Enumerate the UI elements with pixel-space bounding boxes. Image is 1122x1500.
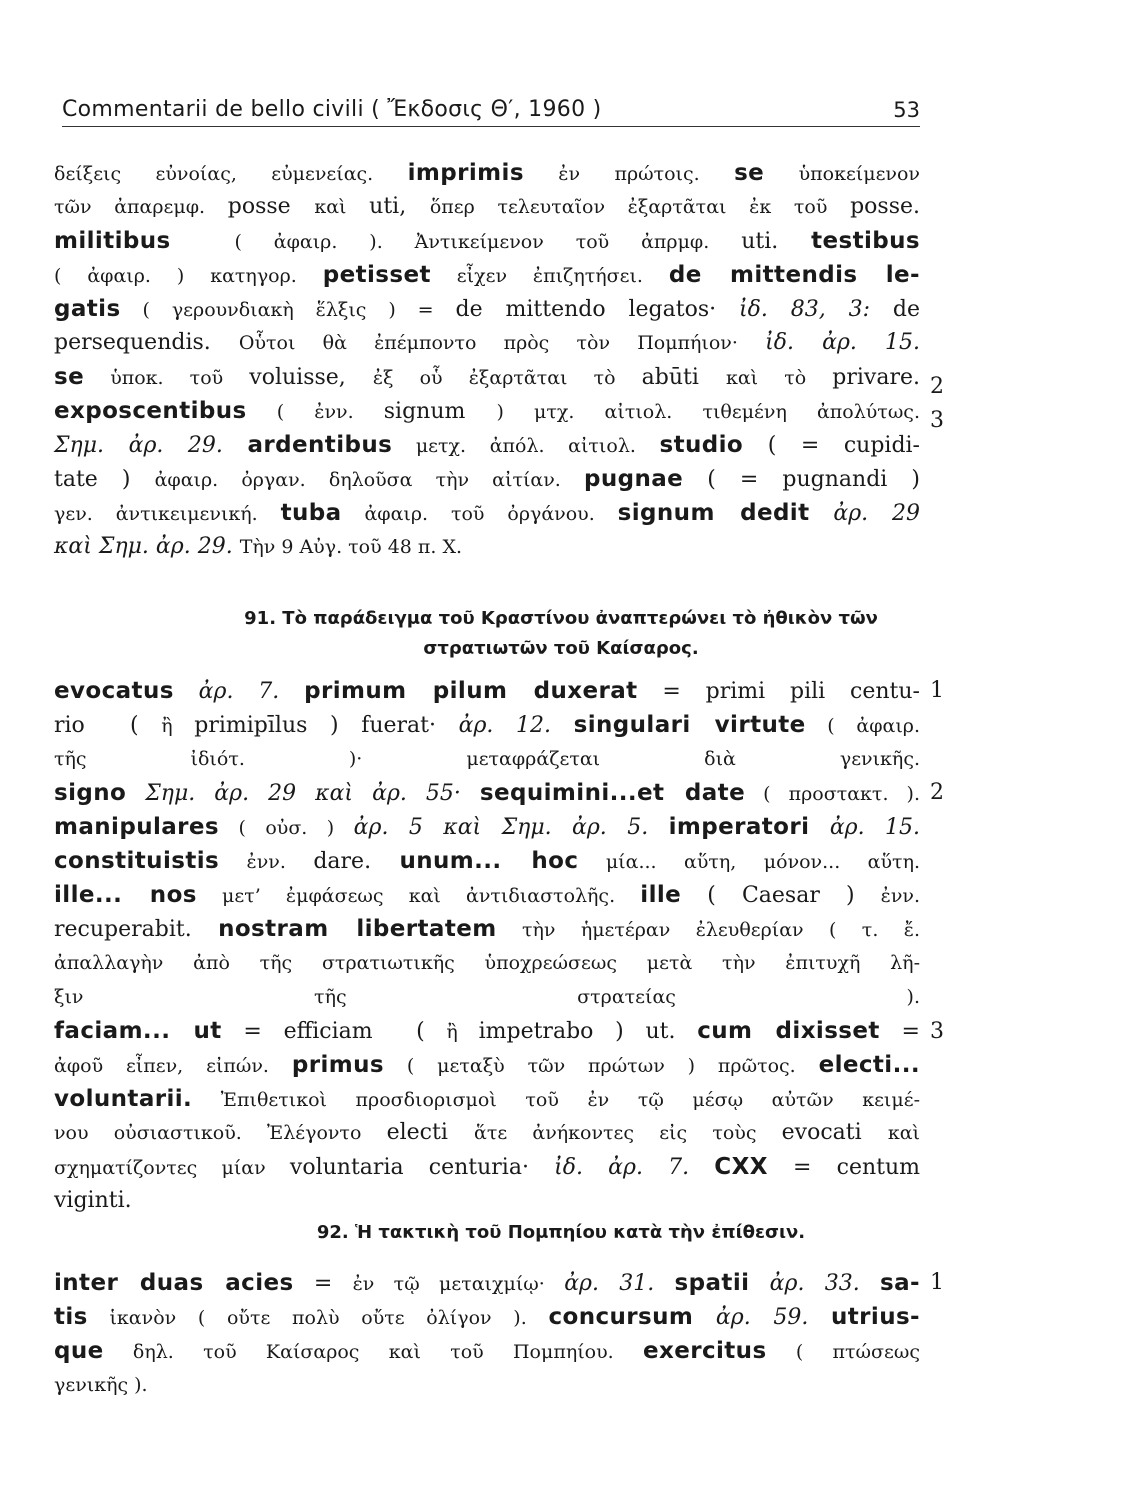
text-run: ἰδ. 83, 3: [738,297,893,322]
lemma-term: de mittendis le- [668,262,920,288]
lemma-term: ille [640,882,682,908]
lemma-term: concursum [548,1304,694,1330]
text-run: ἰδ. ἀρ. 15. [765,330,921,355]
text-run: ἐνν. [880,885,920,907]
text-run: ( γερουνδιακὴ ἕλξις ) = [120,299,456,321]
text-line [54,1048,920,1082]
text-run: εἶχεν ἐπιζητήσει. [430,265,669,287]
text-run: = efficiam ( [221,1019,447,1044]
lemma-term: cum dixisset [697,1018,880,1044]
text-line [54,462,920,496]
lemma-term: petisset [322,262,431,288]
text-line [54,292,920,326]
text-run: = [879,1019,920,1044]
text-line [54,1014,920,1048]
lemma-term: exercitus [642,1338,767,1364]
text-run: Οὗτοι θὰ ἐπέμποντο πρὸς τὸν Πομπήιον· [238,332,766,354]
lemma-term: electi... [818,1052,920,1078]
margin-number: 3 [930,408,944,433]
lemma-term: primus [291,1052,384,1078]
text-run: voluntaria centuria· [289,1155,555,1180]
lemma-term: se [734,160,765,186]
text-run: Ἐπιθετικοὶ προσδιορισμοὶ τοῦ ἐν τῷ μέσῳ αὐτῶν κειμέ- [192,1089,920,1111]
text-run: uti. [741,229,812,254]
text-run: ( μεταξὺ τῶν πρώτων ) πρῶτος. [383,1055,819,1077]
text-run: privare. [832,365,920,390]
lemma-term: nostram libertatem [218,916,497,942]
text-run: ) μτχ. αἰτιολ. τιθεμένη ἀπολύτως. [496,401,920,423]
text-line [54,530,920,564]
lemma-term: tuba [280,500,342,526]
text-run: ( ἀφαιρ. ). Ἀντικείμενον τοῦ ἀπρμφ. [170,231,742,253]
text-run: μετχ. ἀπόλ. αἰτιολ. [392,435,660,457]
lemma-term: manipulares [54,814,220,840]
lemma-term: studio [659,432,744,458]
text-run: ( οὐσ. ) [219,817,354,839]
lemma-term: constituistis [54,848,220,874]
text-run: ἢ [446,1021,479,1043]
text-run: ἀρ. 7. [173,679,305,704]
text-line [54,224,920,258]
text-run: ( ἀφαιρ. ) κατηγορ. [54,265,323,287]
margin-number: 1 [930,678,944,703]
text-run: ἰδ. ἀρ. 7. [554,1155,715,1180]
text-run: καὶ [887,1122,920,1144]
text-run: Σημ. ἀρ. 29 καὶ ἀρ. 55· [126,781,480,806]
text-line [54,742,920,776]
page-number: 53 [893,98,920,122]
lemma-term: inter duas acies [54,1270,294,1296]
text-run: ἀρ. 29 [809,501,920,526]
text-run: ἀρ. 12. [458,713,574,738]
text-run: σχηματίζοντες μίαν [54,1157,290,1179]
section-91-line-1: 91. Τὸ παράδειγμα τοῦ Κραστίνου ἀναπτερώνει τὸ ἠθικὸν τῶν [244,608,878,629]
lemma-term: imprimis [407,160,524,186]
lemma-term: sa- [880,1270,920,1296]
text-line [54,394,920,428]
text-run: νου οὐσιαστικοῦ. Ἐλέγοντο [54,1122,387,1144]
lemma-term: ille... nos [54,882,197,908]
text-run: ( Caesar ) [681,883,881,908]
text-run: καὶ [314,196,370,218]
text-run: ( ἀφαιρ. [805,715,921,737]
text-run: recuperabit. [54,917,219,942]
lemma-term: utrius- [831,1304,921,1330]
text-line [54,326,920,360]
text-run: dare. [313,849,400,874]
text-run: abūti [641,365,726,390]
text-line [54,912,920,946]
lemma-term: militibus [54,228,171,254]
text-run: ἀφοῦ εἶπεν, εἰπών. [54,1055,292,1077]
section-heading-91 [0,604,1122,664]
text-line [54,360,920,394]
lemma-term: se [54,364,85,390]
margin-number: 3 [930,1019,944,1044]
text-run: ἀρ. 5 καὶ Σημ. ἀρ. 5. [353,815,669,840]
text-run: de mittendo legatos· [455,297,739,322]
margin-number: 2 [930,374,944,399]
text-run: uti, [369,194,430,219]
text-run: ἀρ. 15. [809,815,921,840]
text-run: persequendis. [54,330,239,355]
text-line [54,708,920,742]
text-run: ( πτώσεως [766,1341,920,1363]
text-run: δηλ. τοῦ Καίσαρος καὶ τοῦ Πομπηίου. [103,1341,643,1363]
text-run: τῆς ἰδιότ. )· μεταφράζεται διὰ γενικῆς. [54,748,920,770]
text-line [54,156,920,190]
text-run: μία... αὕτη, μόνον... αὕτη. [578,851,920,873]
text-line [54,776,920,810]
section-92-line-1: 92. Ἡ τακτικὴ τοῦ Πομπηίου κατὰ τὴν ἐπίθεσιν. [316,1222,806,1243]
lemma-term: evocatus [54,678,174,704]
text-run: posse. [850,194,920,219]
lemma-term: unum... hoc [399,848,579,874]
lemma-term: signum dedit [617,500,810,526]
text-run: ἀρ. 59. [693,1305,831,1330]
lemma-term: faciam... ut [54,1018,222,1044]
lemma-term: sequimini...et date [479,780,746,806]
text-run: ὅπερ τελευταῖον ἐξαρτᾶται ἐκ τοῦ [429,196,851,218]
text-line [54,1150,920,1184]
lemma-term: que [54,1338,104,1364]
text-run: ἐν πρώτοις. [523,163,735,185]
text-run: = [293,1271,353,1296]
text-run: ( προστακτ. ). [745,783,921,805]
lemma-term: spatii [674,1270,750,1296]
text-run: Σημ. ἀρ. 29. [54,433,248,458]
lemma-term: voluntarii. [54,1086,193,1112]
text-run: ( = cupidi- [743,433,920,458]
section-91-line-2: στρατιωτῶν τοῦ Καίσαρος. [423,638,699,659]
text-line [54,1266,920,1300]
text-line [54,1082,920,1116]
lemma-term: gatis [54,296,121,322]
text-run: rio ( [54,713,162,738]
text-run: viginti. [54,1188,132,1213]
text-line [54,1334,920,1368]
text-run: ὑποκείμενον [764,163,920,185]
text-line [54,1116,920,1150]
margin-number: 2 [930,780,944,805]
text-line [54,674,920,708]
lemma-term: pugnae [583,466,684,492]
lemma-term: imperatori [668,814,810,840]
text-run: electi [386,1120,474,1145]
running-title: Commentarii de bello civili ( Ἔκδοσις Θ′, 1960 ) [62,97,602,122]
text-run: καὶ τὸ [725,367,833,389]
text-run: ξιν τῆς στρατείας ). [54,986,920,1008]
text-run: ἐνν. [219,851,314,873]
text-run: δείξεις εὐνοίας, εὐμενείας. [54,163,408,185]
text-run: signum [383,399,497,424]
text-run: ἅτε ἀνήκοντες εἰς τοὺς [474,1122,782,1144]
text-run: ὑποκ. τοῦ [84,367,250,389]
text-run: τὴν ἡμετέραν ἐλευθερίαν ( τ. ἔ. [496,919,920,941]
lemma-term: testibus [811,228,920,254]
text-run: ἀρ. 31. [564,1271,675,1296]
text-run: τῶν ἀπαρεμφ. [54,196,228,218]
text-run: ἀπαλλαγὴν ἀπὸ τῆς στρατιωτικῆς ὑποχρεώσεως μετὰ τὴν ἐπιτυχῆ λῆ- [54,952,920,974]
text-run: γεν. ἀντικειμενική. [54,503,281,525]
text-run: ἀφαιρ. ὀργαν. δηλοῦσα τὴν αἰτίαν. [154,469,584,491]
text-line [54,1184,920,1218]
text-run: = primi pili centu- [637,679,920,704]
text-line [54,1368,920,1402]
text-run: tate ) [54,467,155,492]
margin-number: 1 [930,1270,944,1295]
text-line [54,844,920,878]
text-run: posse [227,194,315,219]
text-line [54,1300,920,1334]
text-run: ( ἐνν. [246,401,384,423]
text-run: καὶ Σημ. ἀρ. 29. [54,534,240,559]
text-run: ἀφαιρ. τοῦ ὀργάνου. [341,503,618,525]
text-run: = centum [767,1155,921,1180]
text-run: impetrabo ) ut. [478,1019,698,1044]
text-run: primipīlus ) fuerat· [194,713,459,738]
text-run: voluisse, [249,365,373,390]
text-run: evocati [781,1120,888,1145]
text-line [54,878,920,912]
lemma-term: singulari virtute [573,712,806,738]
text-run: de [892,297,920,322]
text-run: ἢ [161,715,195,737]
text-line [54,946,920,980]
text-run: γενικῆς ). [54,1374,148,1396]
lemma-term: signo [54,780,127,806]
text-line [54,258,920,292]
text-line [54,496,920,530]
text-line [54,190,920,224]
lemma-term: primum pilum duxerat [304,678,638,704]
text-run: Τὴν 9 Αὐγ. τοῦ 48 π. Χ. [239,536,463,558]
text-run: μετ’ ἐμφάσεως καὶ ἀντιδιαστολῆς. [196,885,641,907]
running-header [62,92,920,127]
lemma-term: tis [54,1304,88,1330]
lemma-term: exposcentibus [54,398,247,424]
text-line [54,980,920,1014]
text-run: ( = pugnandi ) [683,467,920,492]
lemma-term: CXX [714,1154,768,1180]
section-heading-92 [0,1218,1122,1248]
lemma-term: ardentibus [247,432,393,458]
text-run: ἐν τῷ μεταιχμίῳ· [352,1273,565,1295]
text-run: ἀρ. 33. [749,1271,881,1296]
text-line [54,428,920,462]
text-line [54,810,920,844]
text-run: ἱκανὸν ( οὔτε πολὺ οὔτε ὀλίγον ). [87,1307,549,1329]
text-run: ἐξ οὗ ἐξαρτᾶται τὸ [372,367,642,389]
